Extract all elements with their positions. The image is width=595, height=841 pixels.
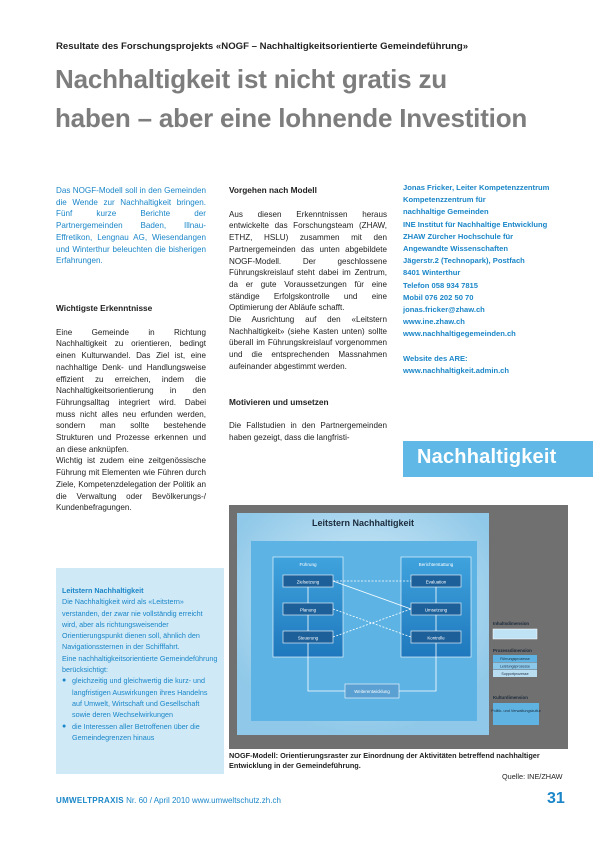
reporting-header: Berichterstattung [418, 562, 454, 567]
figure-title: Leitstern Nachhaltigkeit [311, 518, 415, 528]
contact-email-link[interactable]: jonas.fricker@zhaw.ch [403, 305, 485, 315]
list-item: ● die Interessen aller Betroffenen über die Gemeindegrenzen hinaus [62, 721, 218, 744]
process-item-label: Supportprozesse [501, 672, 529, 676]
culture-dimension-swatch [493, 703, 539, 725]
kicker: Resultate des Forschungsprojekts «NOGF – Nachhaltigkeitsorientierte Gemeindeführung» [56, 41, 469, 52]
content-dimension-swatch [493, 629, 537, 639]
paragraph: Eine Gemeinde in Richtung Nachhaltigkeit zu orientieren, bedingt einen Kulturwandel. Das Ziel ist, eine nachhaltige Denk- und Handlungsweise effizient zu erreichen, indem die Nachhaltigkeitsorientierung in den Führungsalltag integriert wird. Dabei muss nicht alles neu erfunden werden, sondern man sollte bestehende Strukturen und Prozesse erkennen und an diese anknüpfen. [56, 327, 206, 454]
info-box-paragraph: Eine nachhaltigkeitsorientierte Gemeindeführung berücksichtigt: [62, 653, 218, 675]
page-number: 31 [547, 790, 565, 807]
paragraph: Wichtig ist zudem eine zeitgenössische Führung mit Elementen wie Führen durch Ziele, Kompetenzdelegation der Politik an die Verwaltung oder Bevölkerungs-/ Kundenbefragungen. [56, 456, 206, 513]
contact-line: Kompetenzzentrum für [403, 195, 486, 205]
control-label: Kontrolle [427, 635, 445, 641]
issue-info: Nr. 60 / April 2010 [126, 796, 190, 805]
topic-tag [403, 441, 593, 477]
contact-line: nachhaltige Gemeinden [403, 207, 489, 217]
contact-phone: Telefon 058 934 7815 [403, 280, 478, 290]
article-column-1 [56, 303, 206, 514]
page-title-line-2: haben – aber eine lohnende Investition [55, 103, 528, 133]
footer [56, 796, 281, 805]
contact-line: ZHAW Zürcher Hochschule für [403, 231, 514, 241]
paragraph: Die Fallstudien in den Partnergemeinden haben gezeigt, dass die langfristi- [229, 421, 387, 442]
footer-url-link[interactable]: www.umweltschutz.zh.ch [191, 796, 281, 805]
contact-line: Jägerstr.2 (Technopark), Postfach [403, 256, 525, 266]
contact-website-link[interactable]: www.nachhaltigegemeinden.ch [403, 329, 516, 339]
process-dimension-label: Prozessdimension [493, 648, 532, 653]
figure-caption: NOGF-Modell: Orientierungsraster zur Einordnung der Aktivitäten betreffend nachhaltiger Entwicklung in der Gemeindeführung. [229, 751, 540, 770]
info-box-title: Leitstern Nachhaltigkeit [62, 586, 144, 595]
leadership-header: Führung [299, 562, 317, 567]
development-label: Weiterentwicklung [354, 689, 390, 694]
page-title-line-1: Nachhaltigkeit ist nicht gratis zu [55, 64, 447, 94]
paragraph: Die Ausrichtung auf den «Leitstern Nachhaltigkeit» (siehe Kasten unten) sollte überall im Führungskreislauf vorgenommen und die entsprechenden Massnahmen aufeinander abgestimmt werden. [229, 315, 387, 371]
goal-setting-label: Zielsetzung [296, 579, 320, 585]
implementation-label: Umsetzung [424, 607, 448, 613]
evaluation-label: Evaluation [425, 579, 447, 585]
culture-dimension-label: Kulturdimension [493, 695, 528, 700]
contact-line: INE Institut für Nachhaltige Entwicklung [403, 219, 548, 229]
info-box [56, 568, 224, 774]
process-item-label: Leistungsprozesse [500, 664, 530, 669]
page-title [55, 60, 575, 138]
contact-line: Website des ARE: [403, 353, 468, 363]
lead-paragraph: Das NOGF-Modell soll in den Gemeinden die Wende zur Nachhaltigkeit bringen. Fünf kurze Berichte der Partnergemeinden Baden, Illnau-Effretikon, Lengnau AG, Wiesendangen und Winterthur beleuchten die bisherigen Erfahrungen. [56, 186, 206, 266]
culture-item-label: Politik- und Verwaltungskultur [491, 709, 541, 713]
contact-line: Angewandte Wissenschaften [403, 244, 508, 254]
contact-block [403, 182, 563, 377]
article-column-2 [229, 185, 387, 444]
contact-mobile: Mobil 076 202 50 70 [403, 292, 474, 302]
contact-line: 8401 Winterthur [403, 268, 461, 278]
nogf-model-figure [229, 505, 568, 749]
contact-website-link[interactable]: www.ine.zhaw.ch [403, 317, 465, 327]
magazine-name: UMWELTPRAXIS [56, 796, 124, 805]
steering-label: Steuerung [297, 635, 319, 641]
process-item-label: Führungsprozesse [500, 657, 530, 661]
content-dimension-label: Inhaltsdimension [493, 621, 530, 626]
spacer [403, 341, 563, 353]
are-website-link[interactable]: www.nachhaltigkeit.admin.ch [403, 365, 510, 375]
info-box-list [62, 675, 218, 743]
section-heading-method: Vorgehen nach Modell [229, 185, 317, 195]
topic-tag-label: Nachhaltigkeit [417, 446, 557, 468]
contact-line: Jonas Fricker, Leiter Kompetenzzentrum [403, 183, 550, 192]
info-box-paragraph: Die Nachhaltigkeit wird als «Leitstern» verstanden, der zwar nie vollständig erreicht wird, aber als richtungsweisender Orientierungspunkt dienen soll, ähnlich den Navigationssternen in der Schifffahrt. [62, 597, 203, 652]
list-item: ● gleichzeitig und gleichwertig die kurz- und langfristigen Auswirkungen ihres Handelns auf Umwelt, Wirtschaft und Gesellschaft sowie deren Wechselwirkungen [62, 675, 218, 720]
nogf-model-diagram [229, 505, 568, 749]
figure-source: Quelle: INE/ZHAW [502, 772, 563, 781]
section-heading-insights: Wichtigste Erkenntnisse [56, 303, 153, 313]
paragraph: Aus diesen Erkenntnissen heraus entwickelte das Forschungsteam (ZHAW, ETHZ, HSLU) zusammen mit den Partnergemeinden das unten abgebildete NOGF-Modell. Der geschlossene Führungskreislauf steht dabei im Zentrum, da er gute Voraussetzungen für eine ständige Erfolgskontrolle und eine Optimierung der Abläufe schafft. [229, 209, 387, 313]
planning-label: Planung [299, 607, 317, 613]
section-heading-motivate: Motivieren und umsetzen [229, 396, 329, 407]
